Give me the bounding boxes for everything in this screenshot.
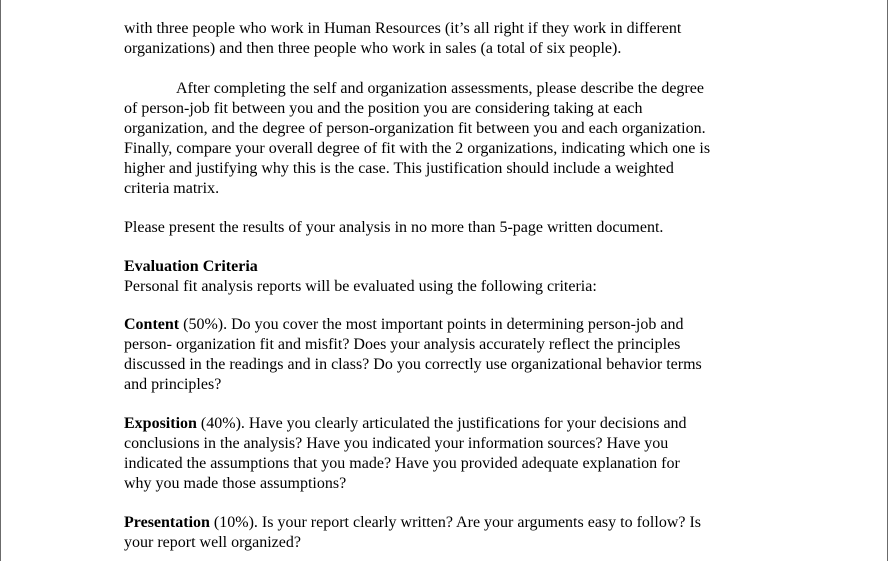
paragraph-line: organization, and the degree of person-organization fit between you and each organization. bbox=[124, 120, 706, 137]
paragraph-line: of person-job fit between you and the position you are considering taking at each bbox=[124, 100, 643, 117]
criterion-line: person- organization fit and misfit? Does your analysis accurately reflect the principles bbox=[124, 336, 681, 353]
criterion-line: indicated the assumptions that you made? Have you provided adequate explanation for bbox=[124, 455, 680, 472]
criterion-line: and principles? bbox=[124, 376, 222, 393]
evaluation-section bbox=[124, 257, 774, 297]
paragraph-line: higher and justifying why this is the case. This justification should include a weighted bbox=[124, 160, 674, 177]
criterion-line: your report well organized? bbox=[124, 534, 301, 551]
criterion-text: (50%). Do you cover the most important points in determining person-job and bbox=[179, 316, 684, 333]
paragraph-line: organizations) and then three people who work in sales (a total of six people). bbox=[124, 40, 622, 57]
criterion-label: Presentation bbox=[124, 514, 210, 531]
criterion-label: Exposition bbox=[124, 415, 197, 432]
criterion-line: why you made those assumptions? bbox=[124, 475, 347, 492]
paragraph-line: criteria matrix. bbox=[124, 180, 220, 197]
paragraph-length-requirement bbox=[124, 218, 774, 238]
criterion-line: conclusions in the analysis? Have you indicated your information sources? Have you bbox=[124, 435, 669, 452]
paragraph-line: Please present the results of your analysis in no more than 5-page written document. bbox=[124, 219, 664, 236]
paragraph-line: After completing the self and organization assessments, please describe the degree bbox=[176, 80, 704, 97]
paragraph-line: with three people who work in Human Resources (it’s all right if they work in different bbox=[124, 20, 682, 37]
paragraph-participants bbox=[124, 19, 774, 59]
criterion-content bbox=[124, 315, 774, 395]
paragraph-instructions bbox=[124, 79, 774, 199]
criterion-text: (40%). Have you clearly articulated the justifications for your decisions and bbox=[196, 415, 687, 432]
criterion-presentation bbox=[124, 513, 774, 553]
criterion-line: discussed in the readings and in class? Do you correctly use organizational behavior terms bbox=[124, 356, 702, 373]
evaluation-heading: Evaluation Criteria bbox=[124, 258, 258, 275]
evaluation-intro: Personal fit analysis reports will be evaluated using the following criteria: bbox=[124, 278, 597, 295]
criterion-label: Content bbox=[124, 316, 180, 333]
paragraph-line: Finally, compare your overall degree of fit with the 2 organizations, indicating which one is bbox=[124, 140, 711, 157]
criterion-text: (10%). Is your report clearly written? Are your arguments easy to follow? Is bbox=[209, 514, 702, 531]
criterion-exposition bbox=[124, 414, 774, 494]
